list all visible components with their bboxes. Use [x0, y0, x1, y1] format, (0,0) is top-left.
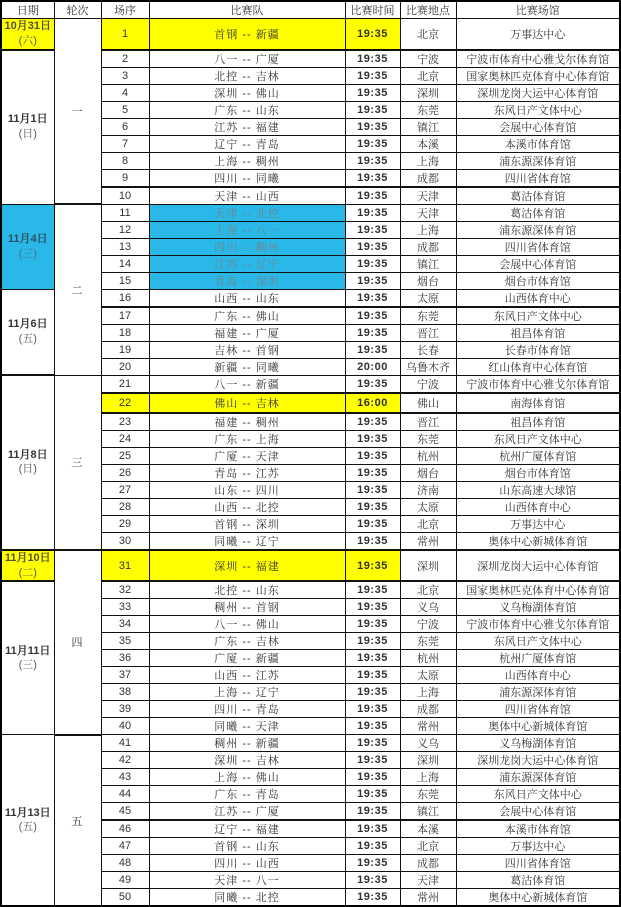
teams-cell: 同曦 -- 辽宁 [149, 532, 345, 550]
venue-cell: 深圳龙岗大运中心体育馆 [456, 550, 620, 582]
city-cell: 乌鲁木齐 [400, 358, 456, 375]
time-cell: 19:35 [345, 324, 400, 341]
city-cell: 本溪 [400, 135, 456, 152]
teams-cell: 八一 -- 佛山 [149, 616, 345, 633]
time-cell: 19:35 [345, 667, 400, 684]
seq-cell: 16 [101, 289, 149, 307]
time-cell: 19:35 [345, 735, 400, 752]
teams-cell: 福建 -- 稠州 [149, 413, 345, 431]
seq-cell: 14 [101, 255, 149, 272]
teams-cell: 深圳 -- 吉林 [149, 752, 345, 769]
teams-cell: 佛山 -- 吉林 [149, 393, 345, 413]
teams-cell: 上海 -- 八一 [149, 221, 345, 238]
seq-cell: 40 [101, 718, 149, 735]
seq-cell: 38 [101, 684, 149, 701]
time-cell: 19:35 [345, 684, 400, 701]
seq-cell: 37 [101, 667, 149, 684]
city-cell: 杭州 [400, 447, 456, 464]
venue-cell: 浦东源深体育馆 [456, 684, 620, 701]
city-cell: 宁波 [400, 375, 456, 393]
venue-cell: 祖昌体育馆 [456, 413, 620, 431]
seq-cell: 43 [101, 769, 149, 786]
seq-cell: 17 [101, 307, 149, 325]
teams-cell: 首钢 -- 新疆 [149, 19, 345, 50]
teams-cell: 广东 -- 吉林 [149, 633, 345, 650]
teams-cell: 上海 -- 佛山 [149, 769, 345, 786]
date-label: 11月4日 [7, 232, 48, 245]
seq-cell: 9 [101, 169, 149, 187]
teams-cell: 广东 -- 青岛 [149, 786, 345, 803]
teams-cell: 天津 -- 北控 [149, 204, 345, 221]
city-cell: 北京 [400, 838, 456, 855]
city-cell: 成都 [400, 855, 456, 872]
venue-cell: 万事达中心 [456, 19, 620, 50]
city-cell: 济南 [400, 481, 456, 498]
city-cell: 常州 [400, 718, 456, 735]
teams-cell: 福建 -- 广厦 [149, 324, 345, 341]
weekday-label: (三) [18, 659, 37, 672]
city-cell: 北京 [400, 67, 456, 84]
venue-cell: 宁波市体育中心雅戈尔体育馆 [456, 375, 620, 393]
time-cell: 19:35 [345, 769, 400, 786]
city-cell: 宁波 [400, 50, 456, 68]
city-cell: 深圳 [400, 550, 456, 582]
seq-cell: 11 [101, 204, 149, 221]
date-label: 11月11日 [5, 644, 51, 657]
time-cell: 19:35 [345, 550, 400, 582]
venue-cell: 葛沽体育馆 [456, 187, 620, 205]
city-cell: 成都 [400, 238, 456, 255]
seq-cell: 30 [101, 532, 149, 550]
time-cell: 19:35 [345, 152, 400, 169]
seq-cell: 41 [101, 735, 149, 752]
time-cell: 19:35 [345, 838, 400, 855]
city-cell: 深圳 [400, 84, 456, 101]
col-header-teams: 比赛队 [149, 1, 345, 19]
venue-cell: 奥体中心新城体育馆 [456, 718, 620, 735]
city-cell: 东莞 [400, 786, 456, 803]
city-cell: 上海 [400, 769, 456, 786]
date-cell [1, 735, 54, 907]
venue-cell: 四川省体育馆 [456, 855, 620, 872]
venue-cell: 东风日产文体中心 [456, 633, 620, 650]
city-cell: 东莞 [400, 307, 456, 325]
seq-cell: 22 [101, 393, 149, 413]
seq-cell: 5 [101, 101, 149, 118]
weekday-label: (五) [18, 332, 37, 345]
seq-cell: 27 [101, 481, 149, 498]
seq-cell: 19 [101, 341, 149, 358]
weekday-label: (二) [18, 566, 37, 579]
table-row [1, 19, 620, 50]
venue-cell: 深圳龙岗大运中心体育馆 [456, 84, 620, 101]
time-cell: 19:35 [345, 289, 400, 307]
round-cell: 二 [54, 204, 101, 375]
col-header-round: 轮次 [54, 1, 101, 19]
weekday-label: (日) [18, 128, 37, 141]
teams-cell: 四川 -- 稠州 [149, 238, 345, 255]
weekday-label: (三) [18, 247, 37, 260]
seq-cell: 49 [101, 872, 149, 889]
city-cell: 东莞 [400, 430, 456, 447]
date-cell [1, 204, 54, 289]
time-cell: 19:35 [345, 255, 400, 272]
seq-cell: 44 [101, 786, 149, 803]
date-cell [1, 550, 54, 582]
seq-cell: 46 [101, 820, 149, 838]
time-cell: 19:35 [345, 633, 400, 650]
round-cell: 五 [54, 735, 101, 907]
city-cell: 常州 [400, 889, 456, 907]
city-cell: 镇江 [400, 803, 456, 821]
seq-cell: 8 [101, 152, 149, 169]
venue-cell: 东风日产文体中心 [456, 101, 620, 118]
teams-cell: 山西 -- 北控 [149, 498, 345, 515]
teams-cell: 天津 -- 山西 [149, 187, 345, 205]
teams-cell: 上海 -- 辽宁 [149, 684, 345, 701]
seq-cell: 47 [101, 838, 149, 855]
time-cell: 19:35 [345, 169, 400, 187]
teams-cell: 广东 -- 山东 [149, 101, 345, 118]
venue-cell: 万事达中心 [456, 515, 620, 532]
venue-cell: 山西体育中心 [456, 498, 620, 515]
seq-cell: 26 [101, 464, 149, 481]
time-cell: 19:35 [345, 204, 400, 221]
venue-cell: 东风日产文体中心 [456, 786, 620, 803]
seq-cell: 29 [101, 515, 149, 532]
time-cell: 19:35 [345, 135, 400, 152]
seq-cell: 20 [101, 358, 149, 375]
venue-cell: 浦东源深体育馆 [456, 769, 620, 786]
seq-cell: 12 [101, 221, 149, 238]
city-cell: 镇江 [400, 255, 456, 272]
seq-cell: 32 [101, 581, 149, 599]
teams-cell: 四川 -- 同曦 [149, 169, 345, 187]
teams-cell: 深圳 -- 福建 [149, 550, 345, 582]
city-cell: 东莞 [400, 101, 456, 118]
weekday-label: (五) [18, 821, 37, 834]
seq-cell: 10 [101, 187, 149, 205]
teams-cell: 青岛 -- 深圳 [149, 272, 345, 289]
city-cell: 上海 [400, 152, 456, 169]
teams-cell: 江苏 -- 广厦 [149, 803, 345, 821]
seq-cell: 6 [101, 118, 149, 135]
time-cell: 19:35 [345, 581, 400, 599]
col-header-seq: 场序 [101, 1, 149, 19]
teams-cell: 四川 -- 山西 [149, 855, 345, 872]
time-cell: 19:35 [345, 464, 400, 481]
city-cell: 常州 [400, 532, 456, 550]
city-cell: 太原 [400, 289, 456, 307]
city-cell: 杭州 [400, 650, 456, 667]
seq-cell: 34 [101, 616, 149, 633]
city-cell: 天津 [400, 872, 456, 889]
seq-cell: 33 [101, 599, 149, 616]
city-cell: 天津 [400, 204, 456, 221]
time-cell: 19:35 [345, 820, 400, 838]
city-cell: 佛山 [400, 393, 456, 413]
time-cell: 19:35 [345, 19, 400, 50]
venue-cell: 会展中心体育馆 [456, 803, 620, 821]
date-cell [1, 581, 54, 735]
time-cell: 19:35 [345, 855, 400, 872]
teams-cell: 江苏 -- 辽宁 [149, 255, 345, 272]
seq-cell: 23 [101, 413, 149, 431]
city-cell: 长春 [400, 341, 456, 358]
table-row [1, 204, 620, 221]
seq-cell: 3 [101, 67, 149, 84]
time-cell: 19:35 [345, 413, 400, 431]
teams-cell: 广厦 -- 天津 [149, 447, 345, 464]
time-cell: 19:35 [345, 430, 400, 447]
venue-cell: 四川省体育馆 [456, 169, 620, 187]
weekday-label: (六) [18, 34, 37, 47]
teams-cell: 八一 -- 新疆 [149, 375, 345, 393]
date-label: 10月31日 [4, 20, 51, 32]
round-cell: 四 [54, 550, 101, 735]
city-cell: 上海 [400, 684, 456, 701]
teams-cell: 八一 -- 广厦 [149, 50, 345, 68]
venue-cell: 义乌梅湖体育馆 [456, 735, 620, 752]
time-cell: 19:35 [345, 238, 400, 255]
venue-cell: 国家奥林匹克体育中心体育馆 [456, 581, 620, 599]
time-cell: 19:35 [345, 67, 400, 84]
seq-cell: 24 [101, 430, 149, 447]
round-cell: 一 [54, 19, 101, 205]
city-cell: 上海 [400, 221, 456, 238]
teams-cell: 辽宁 -- 福建 [149, 820, 345, 838]
city-cell: 义乌 [400, 735, 456, 752]
col-header-time: 比赛时间 [345, 1, 400, 19]
time-cell: 19:35 [345, 481, 400, 498]
time-cell: 20:00 [345, 358, 400, 375]
time-cell: 19:35 [345, 118, 400, 135]
venue-cell: 浦东源深体育馆 [456, 221, 620, 238]
city-cell: 义乌 [400, 599, 456, 616]
venue-cell: 四川省体育馆 [456, 701, 620, 718]
teams-cell: 稠州 -- 首钢 [149, 599, 345, 616]
date-label: 11月10日 [4, 551, 51, 564]
time-cell: 19:35 [345, 701, 400, 718]
city-cell: 宁波 [400, 616, 456, 633]
teams-cell: 青岛 -- 江苏 [149, 464, 345, 481]
venue-cell: 四川省体育馆 [456, 238, 620, 255]
venue-cell: 本溪市体育馆 [456, 135, 620, 152]
teams-cell: 深圳 -- 佛山 [149, 84, 345, 101]
teams-cell: 广东 -- 上海 [149, 430, 345, 447]
seq-cell: 15 [101, 272, 149, 289]
seq-cell: 48 [101, 855, 149, 872]
city-cell: 东莞 [400, 633, 456, 650]
venue-cell: 红山体育中心体育馆 [456, 358, 620, 375]
time-cell: 16:00 [345, 393, 400, 413]
teams-cell: 广厦 -- 新疆 [149, 650, 345, 667]
venue-cell: 国家奥林匹克体育中心体育馆 [456, 67, 620, 84]
seq-cell: 2 [101, 50, 149, 68]
seq-cell: 18 [101, 324, 149, 341]
venue-cell: 奥体中心新城体育馆 [456, 889, 620, 907]
teams-cell: 首钢 -- 山东 [149, 838, 345, 855]
city-cell: 北京 [400, 19, 456, 50]
time-cell: 19:35 [345, 307, 400, 325]
time-cell: 19:35 [345, 650, 400, 667]
venue-cell: 祖昌体育馆 [456, 324, 620, 341]
teams-cell: 辽宁 -- 青岛 [149, 135, 345, 152]
seq-cell: 36 [101, 650, 149, 667]
time-cell: 19:35 [345, 532, 400, 550]
venue-cell: 义乌梅湖体育馆 [456, 599, 620, 616]
city-cell: 晋江 [400, 324, 456, 341]
city-cell: 晋江 [400, 413, 456, 431]
city-cell: 北京 [400, 515, 456, 532]
date-label: 11月6日 [7, 318, 48, 331]
date-cell [1, 50, 54, 205]
seq-cell: 4 [101, 84, 149, 101]
venue-cell: 奥体中心新城体育馆 [456, 532, 620, 550]
seq-cell: 28 [101, 498, 149, 515]
teams-cell: 上海 -- 稠州 [149, 152, 345, 169]
seq-cell: 35 [101, 633, 149, 650]
date-label: 11月8日 [7, 448, 48, 461]
venue-cell: 东风日产文体中心 [456, 430, 620, 447]
venue-cell: 杭州广厦体育馆 [456, 447, 620, 464]
seq-cell: 7 [101, 135, 149, 152]
table-row [1, 550, 620, 582]
time-cell: 19:35 [345, 221, 400, 238]
teams-cell: 新疆 -- 同曦 [149, 358, 345, 375]
time-cell: 19:35 [345, 752, 400, 769]
venue-cell: 会展中心体育馆 [456, 118, 620, 135]
teams-cell: 同曦 -- 北控 [149, 889, 345, 907]
teams-cell: 北控 -- 山东 [149, 581, 345, 599]
venue-cell: 葛沽体育馆 [456, 204, 620, 221]
venue-cell: 万事达中心 [456, 838, 620, 855]
teams-cell: 广东 -- 佛山 [149, 307, 345, 325]
venue-cell: 山西体育中心 [456, 667, 620, 684]
teams-cell: 首钢 -- 深圳 [149, 515, 345, 532]
seq-cell: 39 [101, 701, 149, 718]
venue-cell: 本溪市体育馆 [456, 820, 620, 838]
time-cell: 19:35 [345, 786, 400, 803]
time-cell: 19:35 [345, 515, 400, 532]
teams-cell: 山西 -- 山东 [149, 289, 345, 307]
time-cell: 19:35 [345, 599, 400, 616]
date-cell [1, 375, 54, 550]
time-cell: 19:35 [345, 718, 400, 735]
seq-cell: 42 [101, 752, 149, 769]
col-header-city: 比赛地点 [400, 1, 456, 19]
table-row [1, 735, 620, 752]
teams-cell: 吉林 -- 首钢 [149, 341, 345, 358]
city-cell: 烟台 [400, 464, 456, 481]
city-cell: 烟台 [400, 272, 456, 289]
venue-cell: 葛沽体育馆 [456, 872, 620, 889]
date-cell [1, 19, 54, 50]
teams-cell: 北控 -- 吉林 [149, 67, 345, 84]
city-cell: 本溪 [400, 820, 456, 838]
teams-cell: 山西 -- 江苏 [149, 667, 345, 684]
date-cell [1, 289, 54, 375]
time-cell: 19:35 [345, 889, 400, 907]
venue-cell: 烟台市体育馆 [456, 464, 620, 481]
time-cell: 19:35 [345, 447, 400, 464]
venue-cell: 宁波市体育中心雅戈尔体育馆 [456, 50, 620, 68]
city-cell: 成都 [400, 169, 456, 187]
time-cell: 19:35 [345, 272, 400, 289]
col-header-date: 日期 [1, 1, 54, 19]
teams-cell: 稠州 -- 新疆 [149, 735, 345, 752]
time-cell: 19:35 [345, 375, 400, 393]
date-label: 11月1日 [7, 113, 48, 126]
seq-cell: 31 [101, 550, 149, 582]
time-cell: 19:35 [345, 803, 400, 821]
venue-cell: 山东高速大球馆 [456, 481, 620, 498]
seq-cell: 13 [101, 238, 149, 255]
date-label: 11月13日 [4, 806, 51, 819]
round-cell: 三 [54, 375, 101, 550]
venue-cell: 烟台市体育馆 [456, 272, 620, 289]
seq-cell: 45 [101, 803, 149, 821]
seq-cell: 50 [101, 889, 149, 907]
weekday-label: (日) [18, 463, 37, 476]
time-cell: 19:35 [345, 50, 400, 68]
time-cell: 19:35 [345, 101, 400, 118]
city-cell: 太原 [400, 667, 456, 684]
venue-cell: 宁波市体育中心雅戈尔体育馆 [456, 616, 620, 633]
seq-cell: 25 [101, 447, 149, 464]
time-cell: 19:35 [345, 341, 400, 358]
venue-cell: 东风日产文体中心 [456, 307, 620, 325]
time-cell: 19:35 [345, 872, 400, 889]
city-cell: 镇江 [400, 118, 456, 135]
city-cell: 成都 [400, 701, 456, 718]
seq-cell: 21 [101, 375, 149, 393]
header-row [1, 1, 620, 19]
col-header-venue: 比赛场馆 [456, 1, 620, 19]
venue-cell: 杭州广厦体育馆 [456, 650, 620, 667]
time-cell: 19:35 [345, 187, 400, 205]
teams-cell: 同曦 -- 天津 [149, 718, 345, 735]
venue-cell: 山西体育中心 [456, 289, 620, 307]
teams-cell: 四川 -- 青岛 [149, 701, 345, 718]
city-cell: 太原 [400, 498, 456, 515]
teams-cell: 山东 -- 四川 [149, 481, 345, 498]
time-cell: 19:35 [345, 498, 400, 515]
teams-cell: 天津 -- 八一 [149, 872, 345, 889]
venue-cell: 深圳龙岗大运中心体育馆 [456, 752, 620, 769]
venue-cell: 会展中心体育馆 [456, 255, 620, 272]
city-cell: 北京 [400, 581, 456, 599]
venue-cell: 长春市体育馆 [456, 341, 620, 358]
city-cell: 天津 [400, 187, 456, 205]
city-cell: 深圳 [400, 752, 456, 769]
teams-cell: 江苏 -- 福建 [149, 118, 345, 135]
venue-cell: 南海体育馆 [456, 393, 620, 413]
venue-cell: 浦东源深体育馆 [456, 152, 620, 169]
seq-cell: 1 [101, 19, 149, 50]
time-cell: 19:35 [345, 616, 400, 633]
time-cell: 19:35 [345, 84, 400, 101]
table-row [1, 375, 620, 393]
